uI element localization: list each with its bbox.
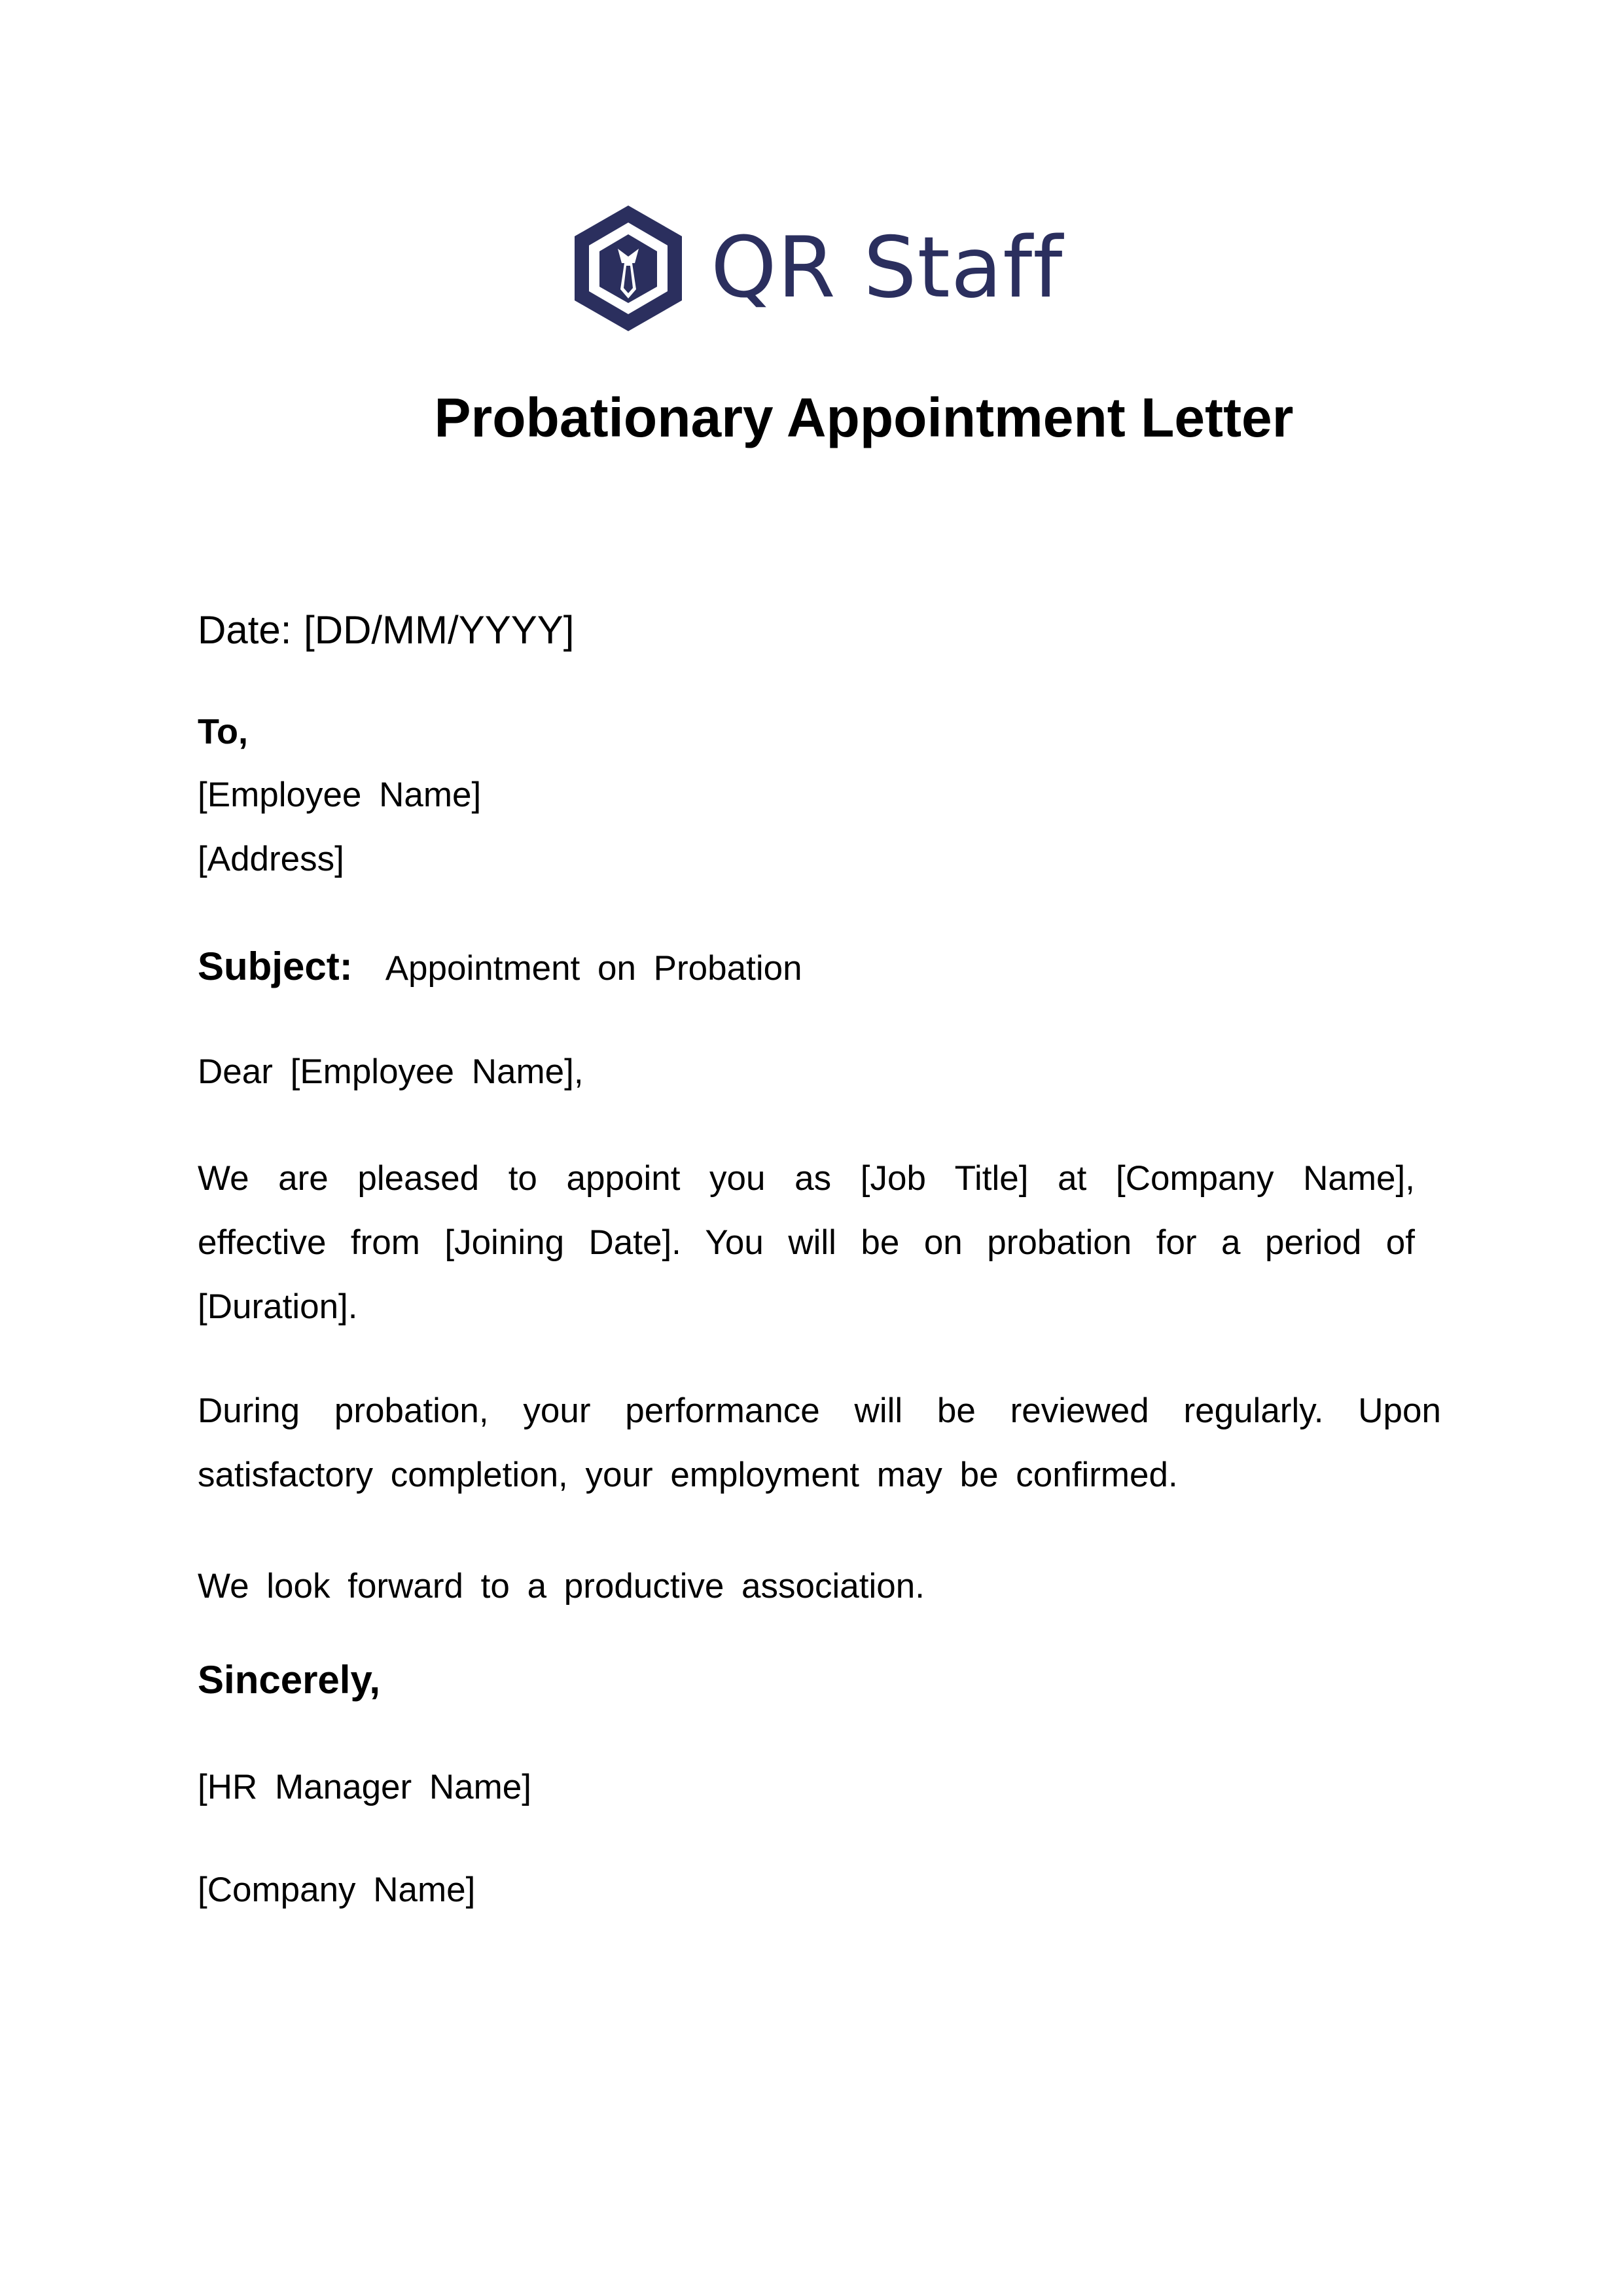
qr-staff-hexagon-tie-icon	[569, 203, 687, 334]
salutation: Dear [Employee Name],	[198, 1052, 584, 1091]
recipient-address: [Address]	[198, 840, 344, 878]
to-label: To,	[198, 712, 248, 751]
body-paragraph-2: During probation, your performance will be reviewed regularly. Upon satisfactory completion, your employment may be confirmed.	[198, 1391, 1441, 1494]
recipient-name: [Employee Name]	[198, 776, 482, 814]
letter-date: Date: [DD/MM/YYYY]	[198, 608, 575, 652]
sign-off: Sincerely,	[198, 1658, 381, 1702]
letter-title: Probationary Appointment Letter	[434, 387, 1294, 448]
body-paragraph-3: We look forward to a productive association.	[198, 1567, 925, 1605]
hr-manager-name: [HR Manager Name]	[198, 1768, 532, 1806]
company-name: [Company Name]	[198, 1871, 476, 1909]
subject-text: Appointment on Probation	[385, 949, 802, 988]
brand-name: QR Staff	[711, 219, 1063, 317]
body-paragraph-1: We are pleased to appoint you as [Job Title] at [Company Name], effective from [Joining Date]. You will be on probation for a period of [Duration].	[198, 1159, 1415, 1326]
company-logo	[569, 200, 1067, 337]
subject-line	[198, 945, 802, 990]
subject-label: Subject:	[198, 944, 353, 988]
